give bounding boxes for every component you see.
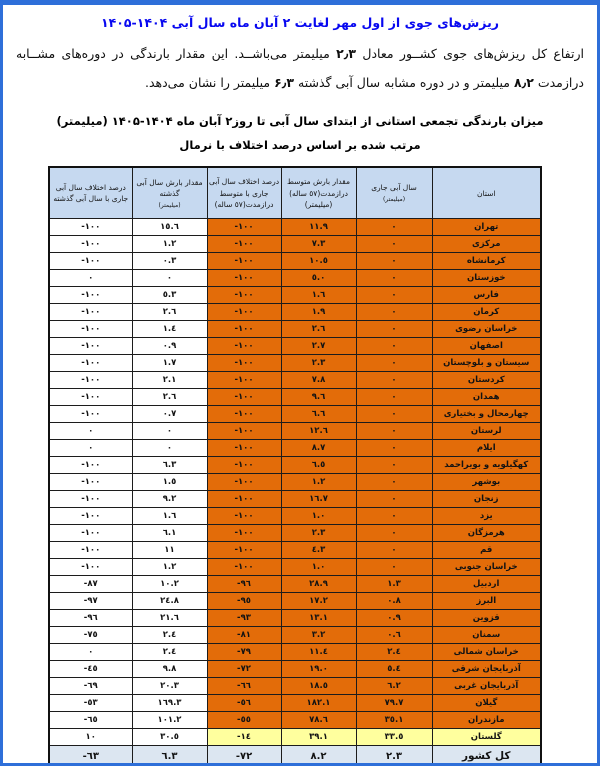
column-header-unit: (میلیمتر) [158, 201, 181, 209]
cell-current-year: ٠ [356, 321, 432, 338]
cell-diff-longterm: -١٠٠ [207, 474, 281, 491]
cell-diff-lastyear: -١٠٠ [49, 559, 132, 576]
cell-diff-longterm: -١٠٠ [207, 423, 281, 440]
cell-diff-longterm: -١٠٠ [207, 406, 281, 423]
cell-diff-lastyear: -٨٧ [49, 576, 132, 593]
cell-last-year: ٠ [132, 440, 207, 457]
cell-last-year: ١٠١.٢ [132, 712, 207, 729]
cell-diff-lastyear: -٧٥ [49, 627, 132, 644]
cell-current-year: ٠.٩ [356, 610, 432, 627]
cell-last-year: ١٠.٢ [132, 576, 207, 593]
cell-diff-lastyear: -١٠٠ [49, 321, 132, 338]
cell-current-year: ٠ [356, 525, 432, 542]
cell-last-year: ٩.٨ [132, 661, 207, 678]
cell-longterm-avg: ٤.٣ [281, 542, 356, 559]
province-row [49, 423, 541, 440]
cell-last-year: ٠ [132, 423, 207, 440]
intro-text-3: میلیمتر و در دوره مشابه سال آبی گذشته [294, 74, 514, 90]
cell-diff-lastyear: -٦٥ [49, 712, 132, 729]
cell-province: خراسان شمالی [432, 644, 541, 661]
intro-text-4: میلیمتر را نشان می‌دهد. [144, 74, 275, 90]
cell-province: چهارمحال و بختیاری [432, 406, 541, 423]
cell-diff-longterm: -٧٢ [207, 746, 281, 766]
cell-longterm-avg: ١٣.١ [281, 610, 356, 627]
column-header-longterm-avg [281, 167, 356, 219]
cell-current-year: ٠ [356, 253, 432, 270]
cell-diff-lastyear: -١٠٠ [49, 542, 132, 559]
table-title [3, 110, 597, 157]
cell-last-year: ٢.١ [132, 372, 207, 389]
column-header-title: درصد اختلاف سال آبی جاری با سال آبی گذشته [53, 182, 129, 204]
province-row [49, 287, 541, 304]
intro-paragraph [16, 39, 584, 98]
cell-diff-lastyear: -٦٩ [49, 678, 132, 695]
cell-longterm-avg: ٧.٨ [281, 372, 356, 389]
cell-diff-lastyear: -٦٣ [49, 746, 132, 766]
precipitation-table [48, 166, 542, 766]
cell-longterm-avg: ١.٠ [281, 508, 356, 525]
page-title: ریزش‌های جوی از اول مهر لغایت ۲ آبان ماه سال آبی ۱۴۰۴-۱۴۰۵ [101, 15, 499, 30]
cell-diff-lastyear: -٩٦ [49, 610, 132, 627]
cell-current-year: ٠ [356, 219, 432, 236]
table-title-line2: مرتب شده بر اساس درصد اختلاف با نرمال [179, 137, 421, 152]
column-header-province [432, 167, 541, 219]
cell-diff-lastyear: -١٠٠ [49, 389, 132, 406]
province-row [49, 644, 541, 661]
cell-last-year: ١.٤ [132, 321, 207, 338]
cell-last-year: ٥.٣ [132, 287, 207, 304]
cell-last-year: ٢.٤ [132, 627, 207, 644]
cell-diff-lastyear: -٤٥ [49, 661, 132, 678]
province-row [49, 406, 541, 423]
cell-last-year: ١.٥ [132, 474, 207, 491]
cell-diff-lastyear: -١٠٠ [49, 525, 132, 542]
cell-last-year: ٢٤.٨ [132, 593, 207, 610]
cell-current-year: ٠ [356, 406, 432, 423]
cell-province: خراسان جنوبی [432, 559, 541, 576]
cell-diff-lastyear: -٩٧ [49, 593, 132, 610]
cell-diff-longterm: -١٠٠ [207, 491, 281, 508]
column-header-unit: (میلیمتر) [382, 196, 406, 204]
cell-diff-longterm: -١٠٠ [207, 542, 281, 559]
cell-last-year: ٦.١ [132, 525, 207, 542]
cell-last-year: ٠.٩ [132, 338, 207, 355]
cell-diff-lastyear: -١٠٠ [49, 372, 132, 389]
province-row [49, 559, 541, 576]
cell-province: کرمانشاه [432, 253, 541, 270]
province-row [49, 695, 541, 712]
cell-diff-longterm: -٩٥ [207, 593, 281, 610]
cell-last-year: ٦.٣ [132, 457, 207, 474]
table-title-line1: میزان بارندگی تجمعی استانی از ابتدای سال آبی تا روز۲ آبان ماه ۱۴۰۴-۱۴۰۵ (میلیمتر) [56, 114, 544, 129]
column-header-title: مقدار بارش سال آبی گذشته [136, 177, 203, 199]
cell-province: بوشهر [432, 474, 541, 491]
cell-current-year: ٠ [356, 287, 432, 304]
cell-province: مرکزی [432, 236, 541, 253]
province-row [49, 610, 541, 627]
cell-diff-longterm: -١٠٠ [207, 389, 281, 406]
province-row [49, 542, 541, 559]
cell-longterm-avg: ١٧.٢ [281, 593, 356, 610]
province-row [49, 508, 541, 525]
cell-diff-lastyear: -٥٣ [49, 695, 132, 712]
cell-diff-longterm: -١٠٠ [207, 440, 281, 457]
cell-last-year: ٦.٣ [132, 746, 207, 766]
cell-diff-longterm: -١٠٠ [207, 457, 281, 474]
column-header-title: سال آبی جاری [371, 183, 417, 193]
cell-diff-longterm: -٧٢ [207, 661, 281, 678]
cell-last-year: ٢.٦ [132, 389, 207, 406]
cell-province: آذربایجان شرقی [432, 661, 541, 678]
cell-diff-longterm: -١٤ [207, 729, 281, 746]
cell-province: سیستان و بلوچستان [432, 355, 541, 372]
cell-longterm-avg: ١١.٤ [281, 644, 356, 661]
cell-current-year: ٦.٢ [356, 678, 432, 695]
cell-diff-lastyear: -١٠٠ [49, 253, 132, 270]
cell-diff-longterm: -٥٦ [207, 695, 281, 712]
cell-longterm-avg: ٢.٣ [281, 525, 356, 542]
cell-last-year: ٩.٢ [132, 491, 207, 508]
province-row [49, 491, 541, 508]
cell-diff-lastyear: -١٠٠ [49, 355, 132, 372]
cell-last-year: ١.٢ [132, 559, 207, 576]
cell-diff-longterm: -١٠٠ [207, 253, 281, 270]
cell-province: کردستان [432, 372, 541, 389]
cell-current-year: ٢.٤ [356, 644, 432, 661]
cell-current-year: ٠ [356, 559, 432, 576]
cell-diff-lastyear: -١٠٠ [49, 491, 132, 508]
cell-diff-lastyear: -١٠٠ [49, 304, 132, 321]
cell-longterm-avg: ٢٨.٩ [281, 576, 356, 593]
cell-last-year: ٢١.٦ [132, 610, 207, 627]
cell-longterm-avg: ١.٩ [281, 304, 356, 321]
cell-last-year: ١٦٩.٣ [132, 695, 207, 712]
cell-diff-longterm: -٧٩ [207, 644, 281, 661]
cell-last-year: ١٥.٦ [132, 219, 207, 236]
cell-province: مازندران [432, 712, 541, 729]
cell-longterm-avg: ٦.٦ [281, 406, 356, 423]
cell-province: زنجان [432, 491, 541, 508]
cell-diff-longterm: -١٠٠ [207, 372, 281, 389]
province-row [49, 627, 541, 644]
province-row [49, 338, 541, 355]
province-row [49, 474, 541, 491]
cell-province: البرز [432, 593, 541, 610]
cell-longterm-avg: ٢.٧ [281, 338, 356, 355]
province-row [49, 576, 541, 593]
cell-province: قزوین [432, 610, 541, 627]
column-header-diff-lastyear [49, 167, 132, 219]
province-row [49, 440, 541, 457]
cell-longterm-avg: ٨.٧ [281, 440, 356, 457]
cell-current-year: ٠.٦ [356, 627, 432, 644]
cell-diff-longterm: -١٠٠ [207, 236, 281, 253]
column-header-current-year [356, 167, 432, 219]
cell-province: قم [432, 542, 541, 559]
cell-current-year: ٠ [356, 474, 432, 491]
cell-province: خوزستان [432, 270, 541, 287]
cell-longterm-avg: ١٩.٠ [281, 661, 356, 678]
cell-current-year: ٠ [356, 304, 432, 321]
cell-diff-longterm: -٩٦ [207, 576, 281, 593]
cell-current-year: ٣٥.١ [356, 712, 432, 729]
cell-longterm-avg: ١٢.٦ [281, 423, 356, 440]
province-row [49, 304, 541, 321]
cell-diff-longterm: -١٠٠ [207, 321, 281, 338]
cell-last-year: ١١ [132, 542, 207, 559]
table-header-row [49, 167, 541, 219]
cell-diff-longterm: -٦٦ [207, 678, 281, 695]
cell-longterm-avg: ١٠.٥ [281, 253, 356, 270]
cell-current-year: ٠ [356, 236, 432, 253]
cell-diff-longterm: -١٠٠ [207, 304, 281, 321]
cell-diff-longterm: -١٠٠ [207, 338, 281, 355]
province-row [49, 321, 541, 338]
cell-province: همدان [432, 389, 541, 406]
cell-province: کهگیلویه و بویراحمد [432, 457, 541, 474]
cell-province: اردبیل [432, 576, 541, 593]
value-longterm-total: ۸٫۲ [513, 74, 534, 90]
cell-last-year: ٢.٦ [132, 304, 207, 321]
cell-current-year: ٠ [356, 542, 432, 559]
cell-diff-longterm: -٨١ [207, 627, 281, 644]
cell-diff-longterm: -١٠٠ [207, 287, 281, 304]
column-header-title: مقدار بارش متوسط درازمدت(٥٧ ساله) (میلیمتر) [287, 176, 350, 210]
cell-longterm-avg: ١.٦ [281, 287, 356, 304]
cell-province: گیلان [432, 695, 541, 712]
cell-current-year: ٠ [356, 355, 432, 372]
cell-diff-longterm: -١٠٠ [207, 355, 281, 372]
value-lastyear-total: ۶٫۳ [274, 74, 295, 90]
cell-diff-lastyear: -١٠٠ [49, 236, 132, 253]
cell-longterm-avg: ٢.٣ [281, 355, 356, 372]
cell-province: لرستان [432, 423, 541, 440]
province-row [49, 372, 541, 389]
cell-current-year: ٠ [356, 423, 432, 440]
province-row [49, 355, 541, 372]
cell-current-year: ٠ [356, 338, 432, 355]
cell-longterm-avg: ٣.٢ [281, 627, 356, 644]
cell-current-year: ٠ [356, 491, 432, 508]
cell-diff-lastyear: -١٠٠ [49, 508, 132, 525]
cell-longterm-avg: ٨.٢ [281, 746, 356, 766]
column-header-title: درصد اختلاف سال آبی جاری با متوسط درازمدت(٥٧ ساله) [208, 176, 280, 210]
cell-province: سمنان [432, 627, 541, 644]
province-row [49, 661, 541, 678]
cell-province: یزد [432, 508, 541, 525]
column-header-last-year [132, 167, 207, 219]
cell-longterm-avg: ١٦.٧ [281, 491, 356, 508]
cell-current-year: ٠ [356, 508, 432, 525]
cell-last-year: ١.٦ [132, 508, 207, 525]
cell-longterm-avg: ٦.٥ [281, 457, 356, 474]
cell-diff-longterm: -١٠٠ [207, 559, 281, 576]
cell-province: آذربایجان غربی [432, 678, 541, 695]
cell-province: کل کشور [432, 746, 541, 766]
cell-current-year: ٠ [356, 372, 432, 389]
cell-diff-longterm: -٥٥ [207, 712, 281, 729]
cell-current-year: ١.٣ [356, 576, 432, 593]
province-row [49, 593, 541, 610]
cell-current-year: ٠.٨ [356, 593, 432, 610]
cell-diff-lastyear: -١٠٠ [49, 287, 132, 304]
cell-diff-lastyear: ١٠ [49, 729, 132, 746]
cell-diff-lastyear: -١٠٠ [49, 474, 132, 491]
province-row [49, 219, 541, 236]
cell-longterm-avg: ١١.٩ [281, 219, 356, 236]
cell-last-year: ٠.٣ [132, 253, 207, 270]
cell-last-year: ٠.٧ [132, 406, 207, 423]
cell-province: خراسان رضوی [432, 321, 541, 338]
intro-text-2: میلیمتر می‌باشــد. این مقدار بارندگی در دوره‌های مشــابه درازمدت [16, 45, 584, 90]
province-row [49, 678, 541, 695]
cell-diff-lastyear: -١٠٠ [49, 219, 132, 236]
cell-diff-lastyear: ٠ [49, 440, 132, 457]
cell-province: گلستان [432, 729, 541, 746]
cell-last-year: ٢٠.٣ [132, 678, 207, 695]
cell-current-year: ٠ [356, 270, 432, 287]
cell-province: فارس [432, 287, 541, 304]
cell-diff-longterm: -٩٣ [207, 610, 281, 627]
cell-last-year: ٣٠.٥ [132, 729, 207, 746]
province-row [49, 270, 541, 287]
cell-longterm-avg: ٧٨.٦ [281, 712, 356, 729]
cell-current-year: ٧٩.٧ [356, 695, 432, 712]
cell-longterm-avg: ١٨٢.١ [281, 695, 356, 712]
province-row [49, 712, 541, 729]
cell-last-year: ٠ [132, 270, 207, 287]
cell-diff-lastyear: -١٠٠ [49, 457, 132, 474]
column-header-title: استان [477, 188, 496, 198]
cell-longterm-avg: ٩.٦ [281, 389, 356, 406]
cell-diff-longterm: -١٠٠ [207, 270, 281, 287]
cell-longterm-avg: ١.٢ [281, 474, 356, 491]
cell-diff-lastyear: -١٠٠ [49, 406, 132, 423]
cell-province: اصفهان [432, 338, 541, 355]
value-current-total: ۲٫۳ [336, 45, 357, 61]
cell-current-year: ٠ [356, 440, 432, 457]
cell-diff-longterm: -١٠٠ [207, 508, 281, 525]
cell-diff-longterm: -١٠٠ [207, 525, 281, 542]
cell-longterm-avg: ٣٩.١ [281, 729, 356, 746]
cell-diff-lastyear: ٠ [49, 270, 132, 287]
cell-last-year: ١.٢ [132, 236, 207, 253]
total-row [49, 746, 541, 766]
cell-diff-longterm: -١٠٠ [207, 219, 281, 236]
cell-current-year: ٠ [356, 389, 432, 406]
intro-text-1: ارتفاع کل ریزش‌های جوی کشــور معادل [356, 45, 584, 61]
province-row [49, 389, 541, 406]
cell-last-year: ٢.٤ [132, 644, 207, 661]
cell-longterm-avg: ١.٠ [281, 559, 356, 576]
cell-longterm-avg: ٥.٠ [281, 270, 356, 287]
province-row [49, 457, 541, 474]
cell-province: کرمان [432, 304, 541, 321]
table-body [49, 219, 541, 766]
cell-longterm-avg: ٧.٣ [281, 236, 356, 253]
province-row [49, 729, 541, 746]
cell-province: هرمزگان [432, 525, 541, 542]
cell-province: ایلام [432, 440, 541, 457]
province-row [49, 253, 541, 270]
cell-longterm-avg: ١٨.٥ [281, 678, 356, 695]
cell-diff-lastyear: ٠ [49, 644, 132, 661]
cell-province: تهران [432, 219, 541, 236]
cell-longterm-avg: ٢.٦ [281, 321, 356, 338]
province-row [49, 525, 541, 542]
cell-current-year: ٥.٤ [356, 661, 432, 678]
cell-current-year: ٠ [356, 457, 432, 474]
column-header-diff-longterm [207, 167, 281, 219]
cell-diff-lastyear: ٠ [49, 423, 132, 440]
cell-current-year: ٣٣.٥ [356, 729, 432, 746]
province-row [49, 236, 541, 253]
cell-diff-lastyear: -١٠٠ [49, 338, 132, 355]
cell-current-year: ٢.٣ [356, 746, 432, 766]
cell-last-year: ١.٧ [132, 355, 207, 372]
